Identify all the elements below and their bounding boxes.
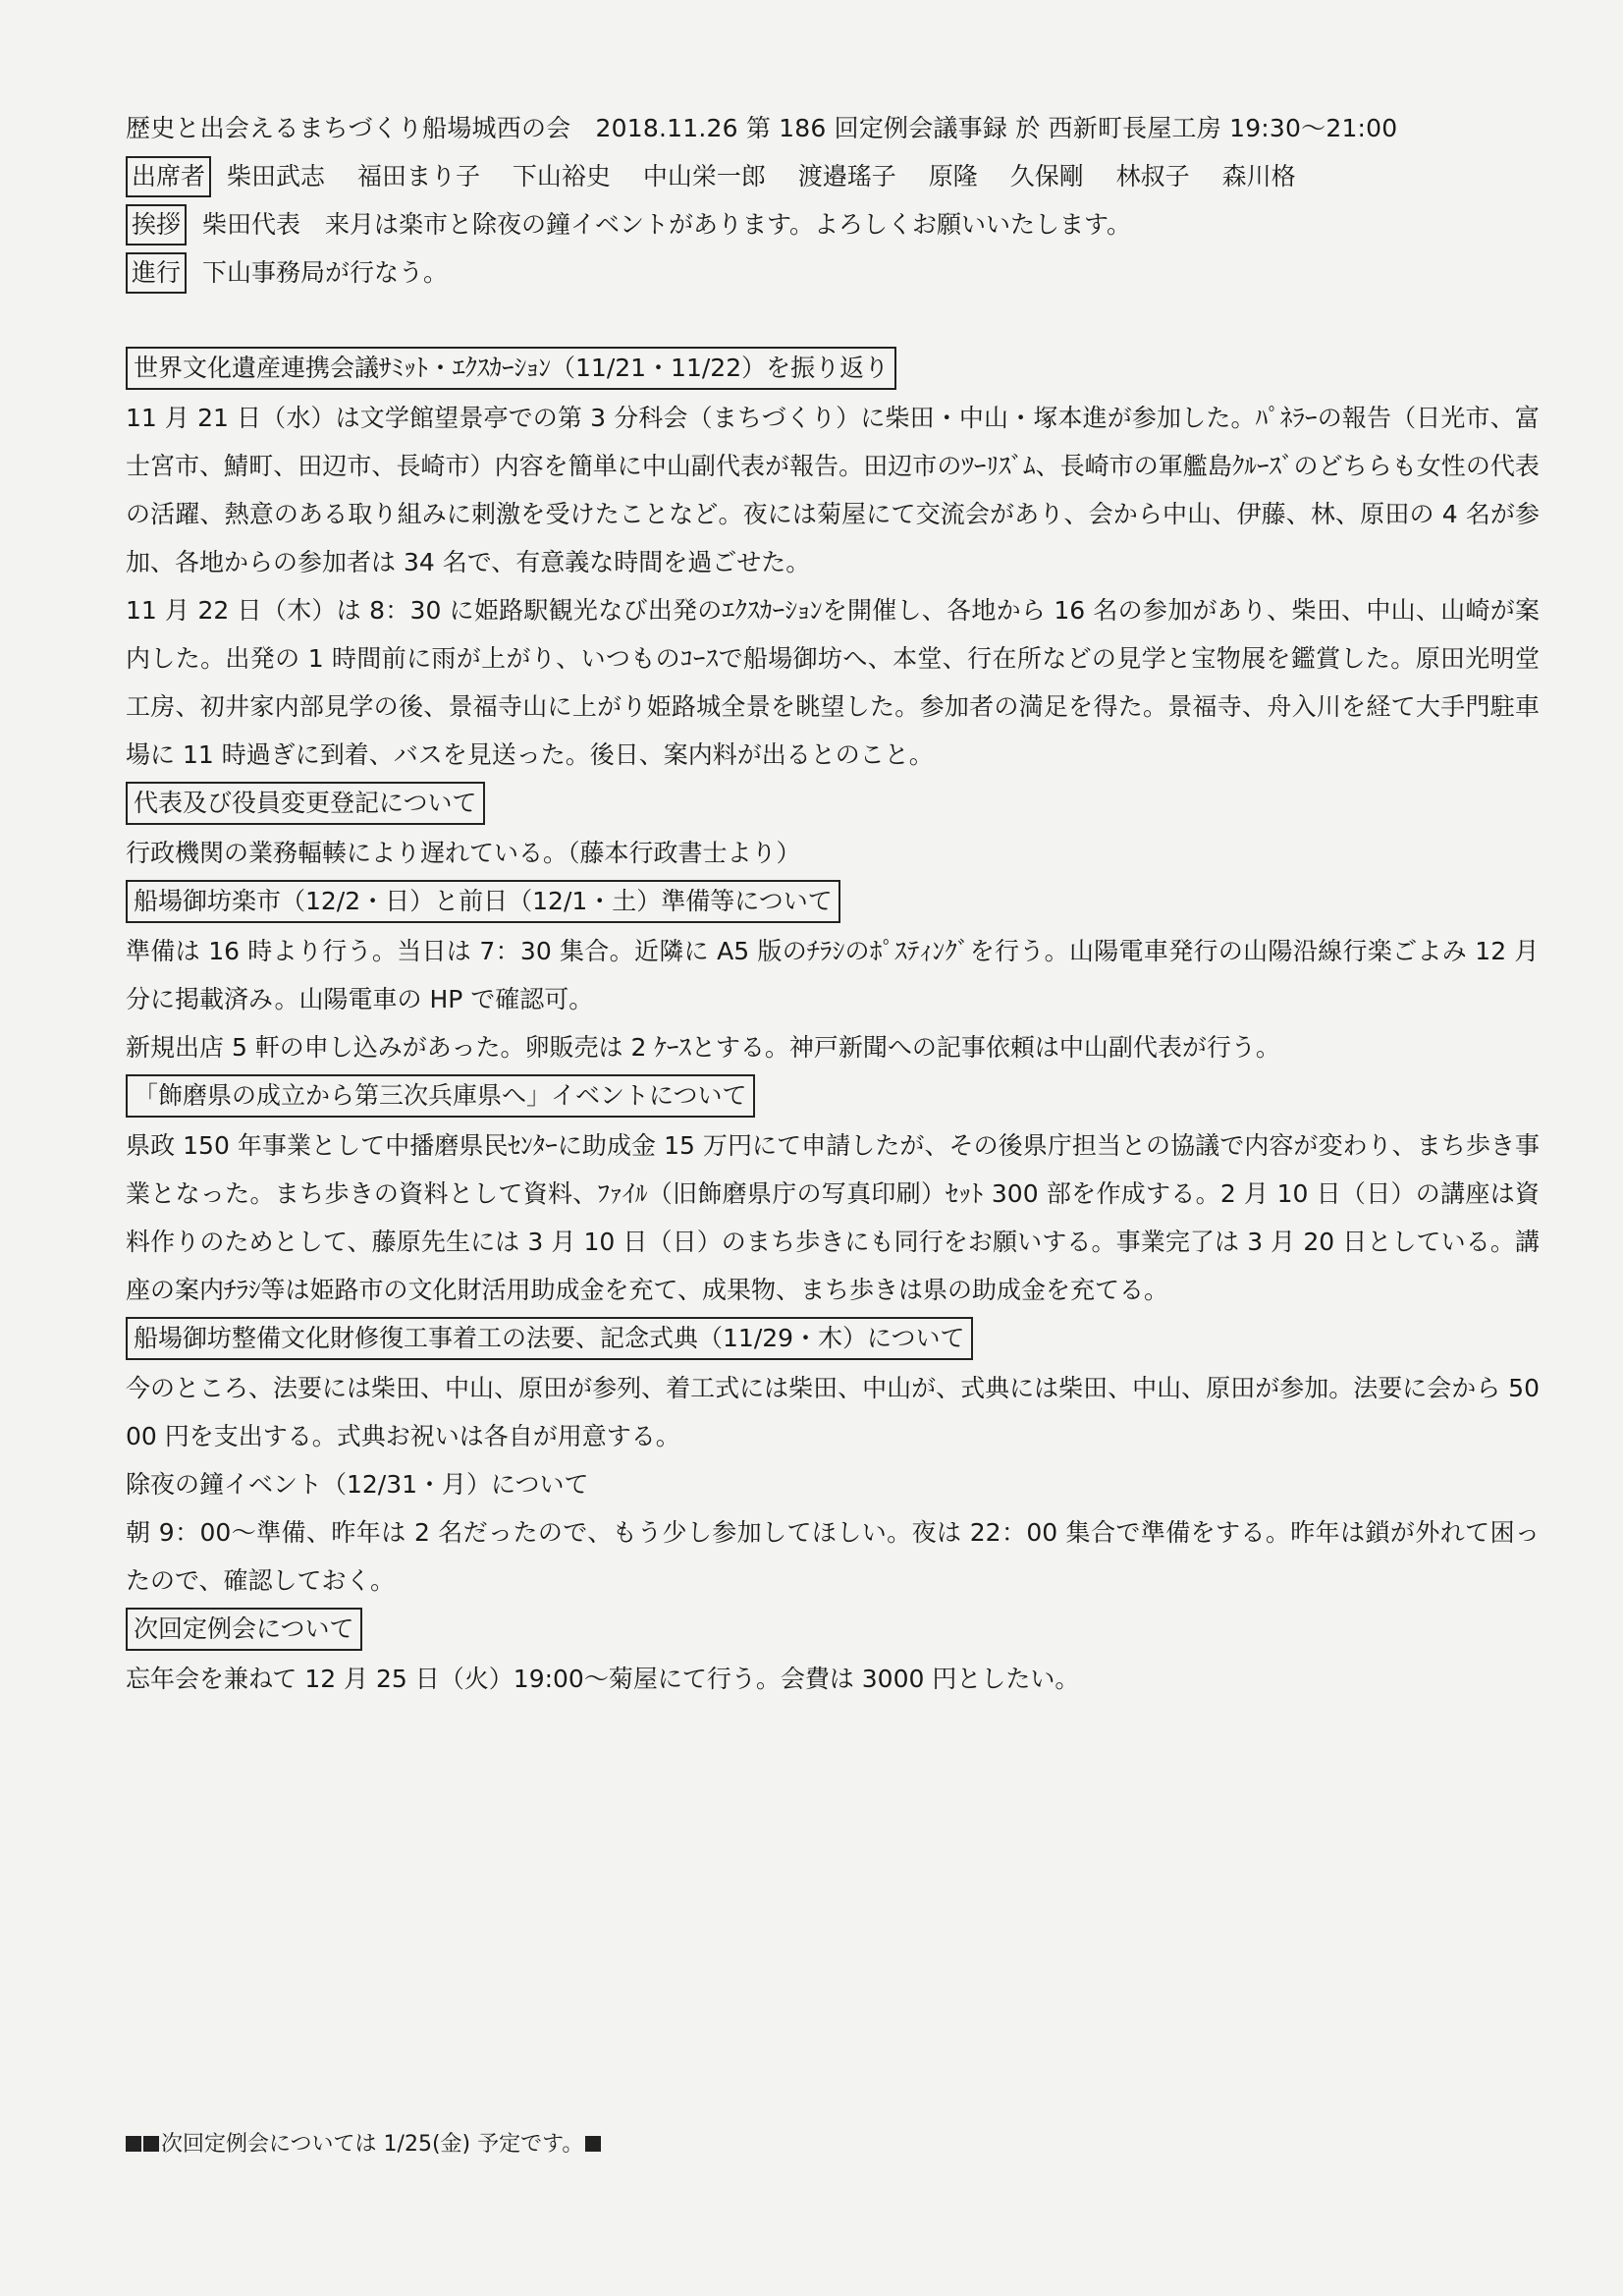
section-paragraph: 朝 9：00～準備、昨年は 2 名だったので、もう少し参加してほしい。夜は 22：00 集合で準備をする。昨年は鎖が外れて困ったので、確認しておく。 xyxy=(126,1518,1540,1595)
black-square-icon xyxy=(143,2136,159,2152)
section-paragraph: 11 月 21 日（水）は文学館望景亭での第 3 分科会（まちづくり）に柴田・中山・塚本進が参加した。ﾊﾟﾈﾗｰの報告（日光市、富士宮市、鯖町、田辺市、長崎市）内容を簡単に中山副代表が報告。田辺市のﾂｰﾘｽﾞﾑ、長崎市の軍艦島ｸﾙｰｽﾞのどちらも女性の代表の活躍、熱意のある取り組みに刺激を受けたことなど。夜には菊屋にて交流会があり、会から中山、伊藤、林、原田の 4 名が参加、各地からの参加者は 34 名で、有意義な時間を過ごせた。 xyxy=(126,404,1540,576)
section-heading: 代表及び役員変更登記について xyxy=(126,782,485,825)
spacer xyxy=(126,297,1540,344)
section-paragraph: 準備は 16 時より行う。当日は 7：30 集合。近隣に A5 版のﾁﾗｼのﾎﾟｽﾃｨﾝｸﾞを行う。山陽電車発行の山陽沿線行楽ごよみ 12 月分に掲載済み。山陽電車の HP で確認可。 xyxy=(126,937,1540,1013)
footer-text: 次回定例会については 1/25(金) 予定です。 xyxy=(161,2132,584,2157)
progress-text: 下山事務局が行なう。 xyxy=(202,258,449,287)
section-summit xyxy=(126,344,1540,779)
section-paragraph: 行政機関の業務輻輳により遅れている。（藤本行政書士より） xyxy=(126,839,801,867)
section-heading: 船場御坊整備文化財修復工事着工の法要、記念式典（11/29・木）について xyxy=(126,1317,973,1360)
section-heading: 除夜の鐘イベント（12/31・月）について xyxy=(126,1470,589,1499)
greeting-label: 挨拶 xyxy=(126,204,187,246)
section-registration xyxy=(126,779,1540,877)
progress-row xyxy=(126,248,1540,297)
attendee-names: 柴田武志 福田まり子 下山裕史 中山栄一郎 渡邉瑤子 原隆 久保剛 林叔子 森川格 xyxy=(227,162,1296,191)
section-paragraph: 忘年会を兼ねて 12 月 25 日（火）19:00～菊屋にて行う。会費は 3000 円としたい。 xyxy=(126,1665,1080,1693)
progress-label: 進行 xyxy=(126,252,187,294)
black-square-icon xyxy=(585,2136,601,2152)
section-next-meeting xyxy=(126,1605,1540,1703)
section-paragraph: 県政 150 年事業として中播磨県民ｾﾝﾀｰに助成金 15 万円にて申請したが、その後県庁担当との協議で内容が変わり、まち歩き事業となった。まち歩きの資料として資料、ﾌｧｲﾙ（旧飾磨県庁の写真印刷）ｾｯﾄ 300 部を作成する。2 月 10 日（日）の講座は資料作りのためとして、藤原先生には 3 月 10 日（日）のまち歩きにも同行をお願いする。事業完了は 3 月 20 日としている。講座の案内ﾁﾗｼ等は姫路市の文化財活用助成金を充て、成果物、まち歩きは県の助成金を充てる。 xyxy=(126,1131,1540,1304)
section-heading: 船場御坊楽市（12/2・日）と前日（12/1・土）準備等について xyxy=(126,880,840,923)
section-paragraph: 11 月 22 日（木）は 8：30 に姫路駅観光なび出発のｴｸｽｶｰｼｮﾝを開催し、各地から 16 名の参加があり、柴田、中山、山崎が案内した。出発の 1 時間前に雨が上がり、いつものｺｰｽで船場御坊へ、本堂、行在所などの見学と宝物展を鑑賞した。原田光明堂工房、初井家内部見学の後、景福寺山に上がり姫路城全景を眺望した。参加者の満足を得た。景福寺、舟入川を経て大手門駐車場に 11 時過ぎに到着、バスを見送った。後日、案内料が出るとのこと。 xyxy=(126,596,1540,769)
section-paragraph: 新規出店 5 軒の申し込みがあった。卵販売は 2 ｹｰｽとする。神戸新聞への記事依頼は中山副代表が行う。 xyxy=(126,1033,1280,1062)
section-ceremony xyxy=(126,1314,1540,1460)
footer-note xyxy=(126,2127,603,2158)
section-heading: 次回定例会について xyxy=(126,1608,362,1651)
greeting-text: 柴田代表 来月は楽市と除夜の鐘イベントがあります。よろしくお願いいたします。 xyxy=(202,210,1132,239)
black-square-icon xyxy=(126,2136,141,2152)
section-shikama-event xyxy=(126,1071,1540,1314)
section-rakuichi xyxy=(126,877,1540,1071)
document-title: 歴史と出会えるまちづくり船場城西の会 2018.11.26 第 186 回定例会議事録 於 西新町長屋工房 19:30～21:00 xyxy=(126,114,1398,142)
section-heading: 「飾磨県の成立から第三次兵庫県へ」イベントについて xyxy=(126,1074,755,1118)
section-paragraph: 今のところ、法要には柴田、中山、原田が参列、着工式には柴田、中山が、式典には柴田、中山、原田が参加。法要に会から 5000 円を支出する。式典お祝いは各自が用意する。 xyxy=(126,1374,1540,1450)
section-joya-bell xyxy=(126,1460,1540,1605)
attendance-row xyxy=(126,152,1540,200)
attendance-label: 出席者 xyxy=(126,156,211,197)
section-heading: 世界文化遺産連携会議ｻﾐｯﾄ・ｴｸｽｶｰｼｮﾝ（11/21・11/22）を振り返り xyxy=(126,347,896,390)
greeting-row xyxy=(126,200,1540,248)
minutes-body xyxy=(126,104,1540,1703)
